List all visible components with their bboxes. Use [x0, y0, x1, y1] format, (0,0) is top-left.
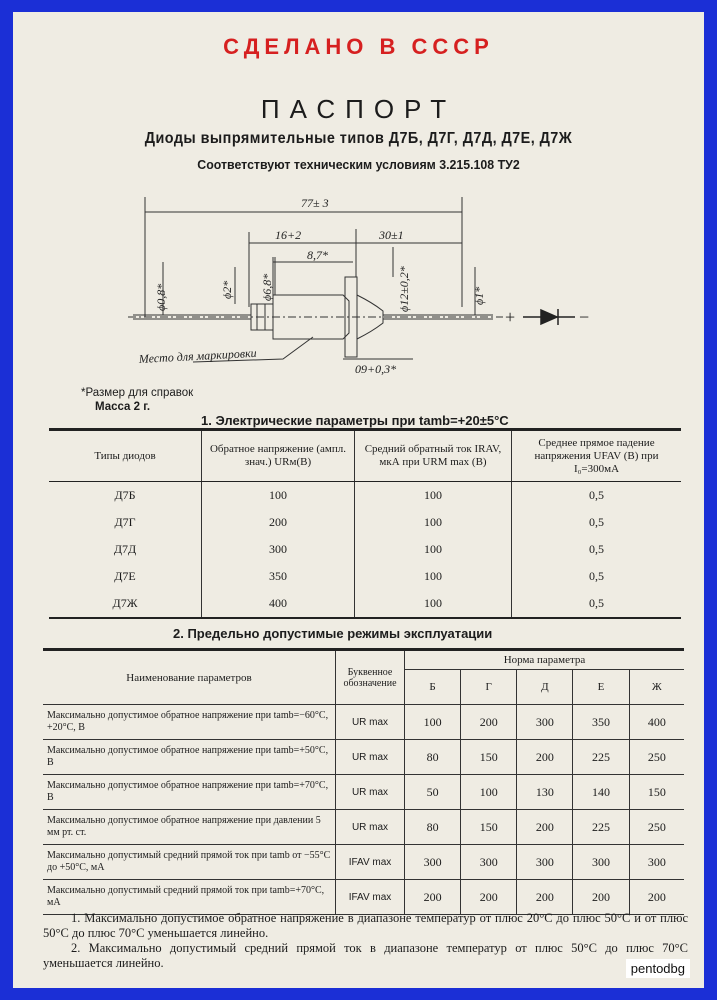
cell: 200 — [517, 740, 573, 775]
dim-wire-diameter: ϕ0,8* — [154, 283, 168, 311]
parameter-name: Максимально допустимый средний прямой ток при tamb=+70°C, мА — [43, 880, 336, 915]
cell: 200 — [202, 509, 355, 536]
operating-limits-table — [43, 648, 684, 915]
table-header-row — [49, 430, 681, 482]
parameter-symbol: UR max — [336, 775, 405, 810]
col-parameter-name: Наименование параметров — [43, 650, 336, 705]
dim-inner: 8,7* — [307, 248, 328, 262]
cell: 225 — [573, 740, 629, 775]
cell: 0,5 — [512, 509, 682, 536]
cell: 150 — [461, 740, 517, 775]
parameter-name: Максимально допустимое обратное напряжение при tamb=−60°C, +20°C, В — [43, 705, 336, 740]
col-reverse-current: Средний обратный ток IRAV, мкА при URM max (B) — [355, 430, 512, 482]
cell: 100 — [405, 705, 461, 740]
cell: 400 — [629, 705, 684, 740]
cell: 150 — [629, 775, 684, 810]
cell: 400 — [202, 590, 355, 618]
col-reverse-voltage: Обратное напряжение (ампл. знач.) URм(B) — [202, 430, 355, 482]
dim-total: 77± 3 — [301, 196, 329, 210]
cell: 80 — [405, 740, 461, 775]
footnote-2: 2. Максимально допустимый средний прямой ток в диапазоне температур от плюс 50°С до плюс 70°С уменьшается линейно. — [43, 941, 688, 970]
table-row — [49, 509, 681, 536]
cell: 100 — [355, 482, 512, 510]
table-row — [43, 880, 684, 915]
polarity-minus: − — [579, 307, 590, 327]
cell: 300 — [629, 845, 684, 880]
dim-right: 30±1 — [379, 228, 404, 242]
diode-drawing — [13, 177, 704, 387]
cell: Д7Д — [113, 542, 137, 556]
marking-label: Место для маркировки — [138, 345, 257, 366]
cell: 200 — [461, 880, 517, 915]
mass-note: Масса 2 г. — [95, 401, 151, 413]
cell: 350 — [573, 705, 629, 740]
table-row — [43, 845, 684, 880]
cell: 140 — [573, 775, 629, 810]
table-row — [49, 563, 681, 590]
col-norm: Норма параметра — [405, 650, 685, 670]
cell: 200 — [517, 810, 573, 845]
cell: Д7Е — [114, 569, 136, 583]
cell: 100 — [355, 590, 512, 618]
table-row — [43, 740, 684, 775]
table-header-row — [43, 650, 684, 670]
parameter-symbol: UR max — [336, 705, 405, 740]
document-title: ПАСПОРТ — [260, 94, 457, 124]
reference-size-note: *Размер для справок — [81, 387, 194, 399]
cell: Д7Б — [114, 488, 136, 502]
cell: 200 — [461, 705, 517, 740]
cell: 300 — [517, 705, 573, 740]
cell: 100 — [461, 775, 517, 810]
col-d: Д — [517, 670, 573, 705]
dim-flange-width: 09+0,3* — [355, 362, 397, 376]
table2-heading: 2. Предельно допустимые режимы эксплуатации — [173, 626, 493, 641]
col-symbol: Буквенное обозначение — [336, 650, 405, 705]
col-forward-drop: Среднее прямое падение напряжения UFAV (B) при I₀=300мА — [512, 430, 682, 482]
dim-body: 16+2 — [275, 228, 302, 242]
table1-heading: 1. Электрические параметры при tamb=+20±5°C — [201, 413, 509, 428]
made-in-ussr: СДЕЛАНО В СССР — [223, 34, 494, 59]
dim-flange-diameter: ϕ12±0,2* — [397, 266, 411, 312]
cell: 0,5 — [512, 536, 682, 563]
dim-body-diameter: ϕ6,8* — [260, 273, 274, 301]
cell: 200 — [517, 880, 573, 915]
passport-sheet — [13, 12, 704, 988]
cell: 100 — [355, 536, 512, 563]
parameter-symbol: UR max — [336, 740, 405, 775]
cell: 100 — [202, 482, 355, 510]
cell: 300 — [517, 845, 573, 880]
parameter-name: Максимально допустимое обратное напряжение при tamb=+50°C, В — [43, 740, 336, 775]
watermark: pentodbg — [626, 959, 690, 978]
table-row — [43, 705, 684, 740]
cell: 300 — [461, 845, 517, 880]
parameter-name: Максимально допустимое обратное напряжение при давлении 5 мм рт. ст. — [43, 810, 336, 845]
col-diode-type: Типы диодов — [49, 430, 202, 482]
cell: 250 — [629, 740, 684, 775]
parameter-name: Максимально допустимое обратное напряжение при tamb=+70°C, В — [43, 775, 336, 810]
parameter-symbol: IFAV max — [336, 845, 405, 880]
table-row — [49, 536, 681, 563]
footnote-1: 1. Максимально допустимое обратное напряжение в диапазоне температур от плюс 20°С до плюс 50°С и от плюс 50°С до плюс 70°С уменьшается линейно. — [43, 911, 688, 940]
document-subtitle: Диоды выпрямительные типов Д7Б, Д7Г, Д7Д, Д7Е, Д7Ж — [144, 130, 573, 147]
col-g: Г — [461, 670, 517, 705]
dim-lead-diameter: ϕ1* — [472, 286, 486, 305]
dim-cap-diameter: ϕ2* — [220, 280, 234, 299]
parameter-symbol: UR max — [336, 810, 405, 845]
parameter-symbol: IFAV max — [336, 880, 405, 915]
parameter-name: Максимально допустимый средний прямой ток при tamb от −55°С до +50°C, мА — [43, 845, 336, 880]
cell: 300 — [405, 845, 461, 880]
cell: 200 — [405, 880, 461, 915]
cell: Д7Ж — [49, 590, 202, 618]
diode-symbol-icon — [523, 309, 575, 325]
cell: 100 — [355, 563, 512, 590]
cell: 300 — [573, 845, 629, 880]
table-row — [43, 810, 684, 845]
cell: 225 — [573, 810, 629, 845]
cell: 100 — [355, 509, 512, 536]
cell: 50 — [405, 775, 461, 810]
cell: 130 — [517, 775, 573, 810]
electrical-parameters-table — [49, 428, 681, 619]
col-zh: Ж — [629, 670, 684, 705]
cell: 150 — [461, 810, 517, 845]
cell: 80 — [405, 810, 461, 845]
cell: 250 — [629, 810, 684, 845]
cell: 200 — [573, 880, 629, 915]
conformity-line: Соответствуют техническим условиям 3.215.108 ТУ2 — [197, 157, 520, 172]
table-row — [43, 775, 684, 810]
cell: 200 — [629, 880, 684, 915]
cell: Д7Г — [114, 515, 136, 529]
table-row — [49, 590, 681, 618]
cell: 350 — [202, 563, 355, 590]
cell: 0,5 — [512, 590, 682, 618]
polarity-plus: + — [505, 307, 516, 327]
cell: 0,5 — [512, 482, 682, 510]
table-row — [49, 482, 681, 510]
cell: 0,5 — [512, 563, 682, 590]
cell: 300 — [202, 536, 355, 563]
col-b: Б — [405, 670, 461, 705]
col-e: Е — [573, 670, 629, 705]
